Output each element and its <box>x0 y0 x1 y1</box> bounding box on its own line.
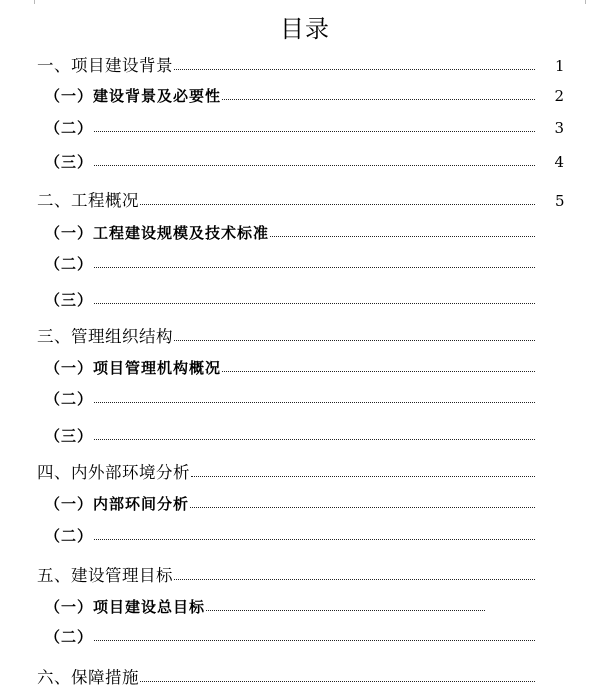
toc-entry[interactable] <box>45 85 565 107</box>
toc-entry[interactable] <box>37 459 565 481</box>
toc-entry-label: （三） <box>45 291 94 309</box>
toc-entry-label: （一）项目建设总目标 <box>45 598 206 616</box>
dot-leader <box>140 671 535 683</box>
page-corner-mark-left <box>0 0 35 4</box>
dot-leader <box>94 429 535 441</box>
toc-entry[interactable] <box>45 151 565 173</box>
toc-entry[interactable] <box>45 425 565 447</box>
dot-leader <box>174 330 535 342</box>
toc-entry-label: （一）内部环间分析 <box>45 495 190 513</box>
toc-entry-label: 二、工程概况 <box>37 191 139 210</box>
toc-entry-label: 四、内外部环境分析 <box>37 463 190 482</box>
toc-entry-label: 六、保障措施 <box>37 668 139 687</box>
dot-leader <box>191 466 535 478</box>
dot-leader <box>94 155 535 167</box>
toc-entry[interactable] <box>37 187 565 209</box>
toc-entry[interactable] <box>37 323 565 345</box>
toc-entry[interactable] <box>45 596 515 618</box>
toc-entry-label: （三） <box>45 427 94 445</box>
dot-leader <box>206 600 485 612</box>
dot-leader <box>94 257 535 269</box>
toc-entry[interactable] <box>45 626 565 648</box>
toc-entry[interactable] <box>37 562 565 584</box>
page-corner-mark-right <box>585 0 610 4</box>
toc-entry[interactable] <box>45 493 565 515</box>
toc-entry[interactable] <box>45 222 565 244</box>
dot-leader <box>174 569 535 581</box>
toc-entry-label: （二） <box>45 119 94 137</box>
toc-page-number: 3 <box>554 119 565 137</box>
dot-leader <box>94 293 535 305</box>
toc-entry-label: 五、建设管理目标 <box>37 566 173 585</box>
toc-entry-label: （一）建设背景及必要性 <box>45 87 222 105</box>
toc-page-number: 2 <box>554 87 565 105</box>
dot-leader <box>222 89 535 101</box>
toc-entry[interactable] <box>37 52 565 74</box>
dot-leader <box>94 392 535 404</box>
toc-entry-label: （二） <box>45 527 94 545</box>
toc-entry-label: 一、项目建设背景 <box>37 56 173 75</box>
dot-leader <box>94 630 535 642</box>
toc-entry[interactable] <box>45 525 565 547</box>
toc-entry-label: （一）工程建设规模及技术标准 <box>45 224 270 242</box>
toc-entry-label: （二） <box>45 628 94 646</box>
toc-page-number: 1 <box>554 57 565 75</box>
dot-leader <box>174 59 535 71</box>
toc-entry[interactable] <box>37 664 565 686</box>
toc-entry[interactable] <box>45 253 565 275</box>
toc-entry[interactable] <box>45 357 565 379</box>
toc-entry-label: （三） <box>45 153 94 171</box>
dot-leader <box>94 529 535 541</box>
toc-entry-label: （二） <box>45 255 94 273</box>
toc-title: 目录 <box>280 15 330 43</box>
dot-leader <box>270 226 535 238</box>
toc-entry[interactable] <box>45 117 565 139</box>
toc-entry[interactable] <box>45 388 565 410</box>
dot-leader <box>190 497 535 509</box>
toc-entry[interactable] <box>45 289 565 311</box>
toc-entry-label: 三、管理组织结构 <box>37 327 173 346</box>
toc-entry-label: （一）项目管理机构概况 <box>45 359 222 377</box>
toc-page-number: 5 <box>554 192 565 210</box>
toc-entry-label: （二） <box>45 390 94 408</box>
toc-page-number: 4 <box>554 153 565 171</box>
dot-leader <box>222 361 535 373</box>
dot-leader <box>94 121 535 133</box>
dot-leader <box>140 194 535 206</box>
